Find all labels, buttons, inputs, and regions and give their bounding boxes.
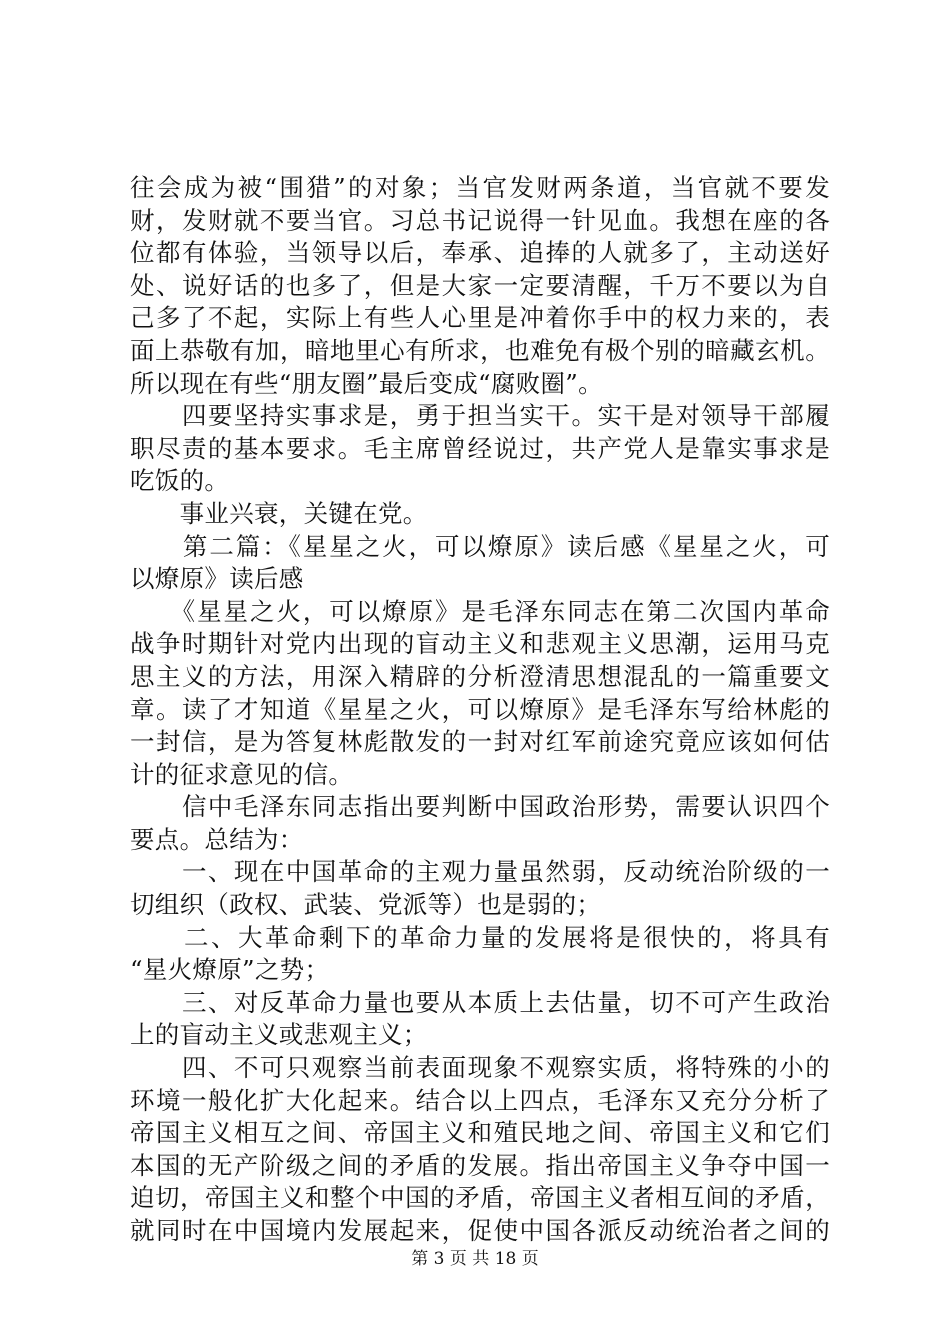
text-line: 位都有体验，当领导以后，奉承、追捧的人就多了，主动送好 [130,238,830,268]
text-line: 所以现在有些“朋友圈”最后变成“腐败圈”。 [130,368,603,398]
text-line: 四要坚持实事求是，勇于担当实干。实干是对领导干部履 [130,401,830,431]
text-line: 环境一般化扩大化起来。结合以上四点，毛泽东又充分分析了 [130,1085,830,1115]
text-line: 帝国主义相互之间、帝国主义和殖民地之间、帝国主义和它们 [130,1118,830,1148]
text-line: 三、对反革命力量也要从本质上去估量，切不可产生政治 [130,987,830,1017]
body-text [130,172,830,1248]
text-line: 计的征求意见的信。 [130,759,354,789]
text-line: 迫切，帝国主义和整个中国的矛盾，帝国主义者相互间的矛盾， [130,1183,830,1213]
page-footer: 第 3 页 共 18 页 [411,1249,539,1269]
text-line: 战争时期针对党内出现的盲动主义和悲观主义思潮，运用马克 [130,629,830,659]
text-line: 以燎原》读后感 [130,564,304,594]
text-line: 一封信，是为答复林彪散发的一封对红军前途究竟应该如何估 [130,727,830,757]
text-line: 事业兴衰，关键在党。 [130,498,428,528]
text-line: 思主义的方法，用深入精辟的分析澄清思想混乱的一篇重要文 [130,661,830,691]
text-line: 一、现在中国革命的主观力量虽然弱，反动统治阶级的一 [130,857,830,887]
text-line: 吃饭的。 [130,466,230,496]
text-line: 往会成为被“围猎”的对象；当官发财两条道，当官就不要发 [130,173,830,202]
text-line: 第二篇：《星星之火，可以燎原》读后感《星星之火，可 [130,531,830,561]
text-line: 切组织（政权、武装、党派等）也是弱的； [130,890,602,920]
text-line: 本国的无产阶级之间的矛盾的发展。指出帝国主义争夺中国一 [130,1150,830,1180]
text-line: 要点。总结为： [130,824,304,854]
text-line: 上的盲动主义或悲观主义； [130,1020,428,1050]
text-line: 面上恭敬有加，暗地里心有所求，也难免有极个别的暗藏玄机。 [130,335,830,365]
text-line: 《星星之火，可以燎原》是毛泽东同志在第二次国内革命 [130,596,830,626]
text-line: 二、大革命剩下的革命力量的发展将是很快的，将具有 [130,922,830,952]
text-line: “星火燎原”之势； [130,955,330,985]
text-line: 信中毛泽东同志指出要判断中国政治形势，需要认识四个 [130,792,830,822]
text-line: 己多了不起，实际上有些人心里是冲着你手中的权力来的，表 [130,303,830,333]
text-line: 处、说好话的也多了，但是大家一定要清醒，千万不要以为自 [130,270,830,300]
text-line: 就同时在中国境内发展起来，促使中国各派反动统治者之间的 [130,1216,830,1245]
text-line: 章。读了才知道《星星之火，可以燎原》是毛泽东写给林彪的 [130,694,830,724]
text-line: 职尽责的基本要求。毛主席曾经说过，共产党人是靠实事求是 [130,433,830,463]
text-line: 四、不可只观察当前表面现象不观察实质，将特殊的小的 [130,1053,830,1083]
text-line: 财，发财就不要当官。习总书记说得一针见血。我想在座的各 [130,205,830,235]
